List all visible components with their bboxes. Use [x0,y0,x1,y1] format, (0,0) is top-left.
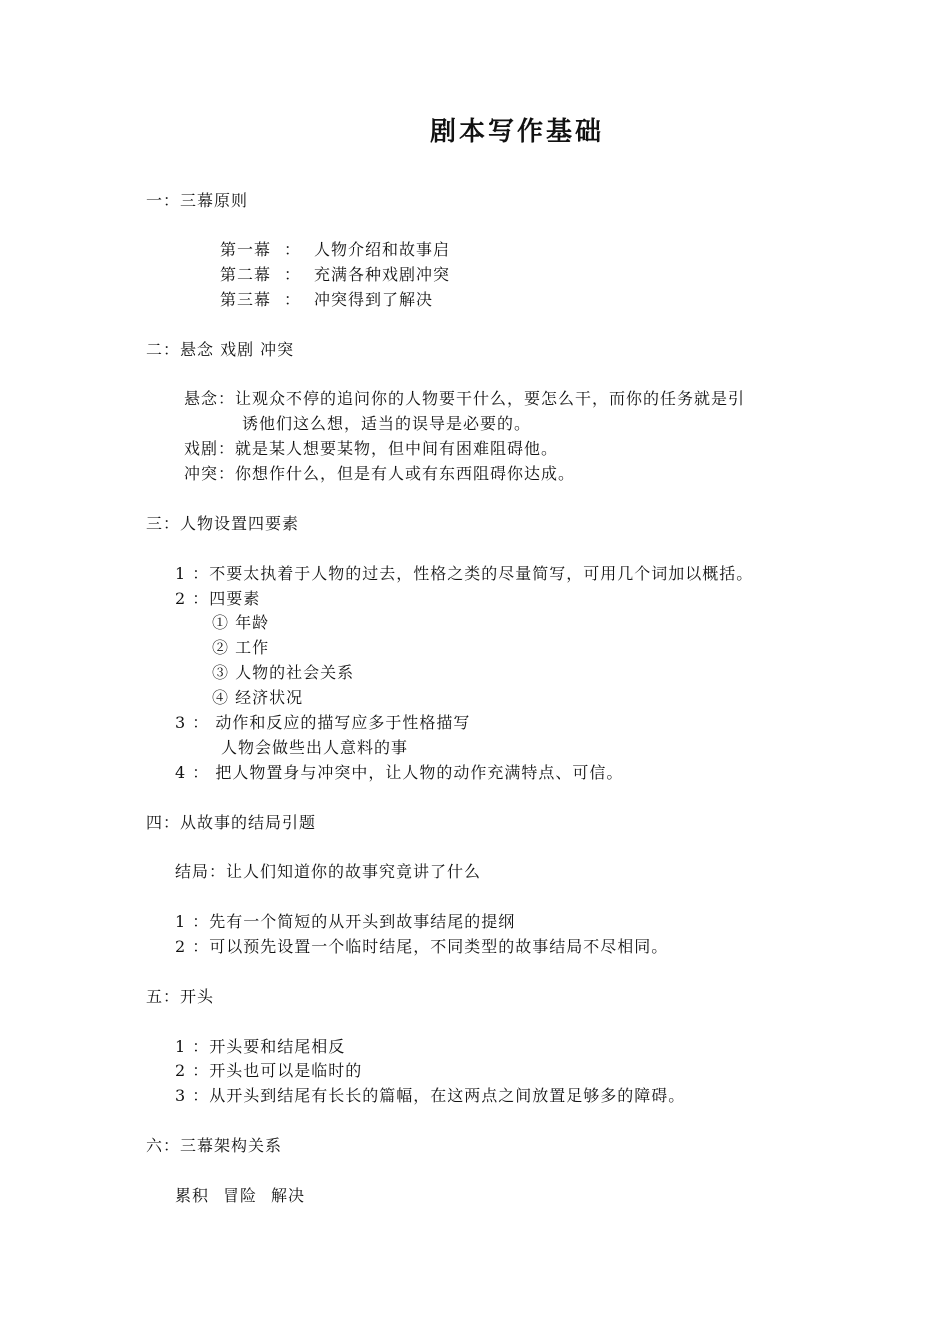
section-3-heading: 三：人物设置四要素 [146,514,300,533]
list-item: 4 ： 把人物置身与冲突中，让人物的动作充满特点、可信。 [175,763,624,782]
act-separator: ： [284,240,302,259]
list-item: 3 ： 动作和反应的描写应多于性格描写 [175,713,471,732]
definition-suspense-cont: 诱他们这么想，适当的误导是必要的。 [242,414,532,433]
three-act-terms [175,1186,305,1206]
list-item: 1 ：不要太执着于人物的过去，性格之类的尽量简写，可用几个词加以概括。 [175,564,754,583]
section-4-heading: 四：从故事的结局引题 [146,813,317,832]
act-text: 人物介绍和故事启 [314,240,451,259]
sub-item: ① 年龄 [212,613,270,632]
act-separator: ： [284,265,302,284]
act-line-2 [220,265,450,285]
list-item: 2 ：可以预先设置一个临时结尾，不同类型的故事结局不尽相同。 [175,937,669,956]
sub-item: ④ 经济状况 [212,688,304,707]
act-text: 充满各种戏剧冲突 [314,265,451,284]
section-2-heading: 二：悬念 戏剧 冲突 [146,340,295,359]
sub-item: ③ 人物的社会关系 [212,663,355,682]
list-item: 1 ：先有一个简短的从开头到故事结尾的提纲 [175,912,516,931]
act-label: 第二幕 [220,265,272,284]
definition-drama: 戏剧：就是某人想要某物，但中间有困难阻碍他。 [184,439,559,458]
list-item: 2 ：四要素 [175,589,261,608]
document-title: 剧本写作基础 [429,117,604,147]
term-adventure: 冒险 [223,1186,258,1205]
ending-definition: 结局：让人们知道你的故事究竟讲了什么 [175,862,482,881]
section-5-heading: 五：开头 [146,987,215,1006]
sub-item: ② 工作 [212,638,270,657]
act-line-3 [220,290,433,310]
list-item: 3 ：从开头到结尾有长长的篇幅，在这两点之间放置足够多的障碍。 [175,1086,686,1105]
list-item: 2 ：开头也可以是临时的 [175,1061,363,1080]
section-1-heading: 一：三幕原则 [146,191,249,210]
act-label: 第一幕 [220,240,272,259]
act-label: 第三幕 [220,290,272,309]
term-accumulation: 累积 [175,1186,210,1205]
list-item-cont: 人物会做些出人意料的事 [221,738,409,757]
act-separator: ： [284,290,302,309]
definition-suspense: 悬念：让观众不停的追问你的人物要干什么，要怎么干，而你的任务就是引 [184,389,746,408]
definition-conflict: 冲突：你想作什么，但是有人或有东西阻碍你达成。 [184,464,576,483]
act-text: 冲突得到了解决 [314,290,434,309]
act-line-1 [220,240,450,260]
list-item: 1 ：开头要和结尾相反 [175,1037,346,1056]
term-resolution: 解决 [271,1186,306,1205]
section-6-heading: 六：三幕架构关系 [146,1136,283,1155]
